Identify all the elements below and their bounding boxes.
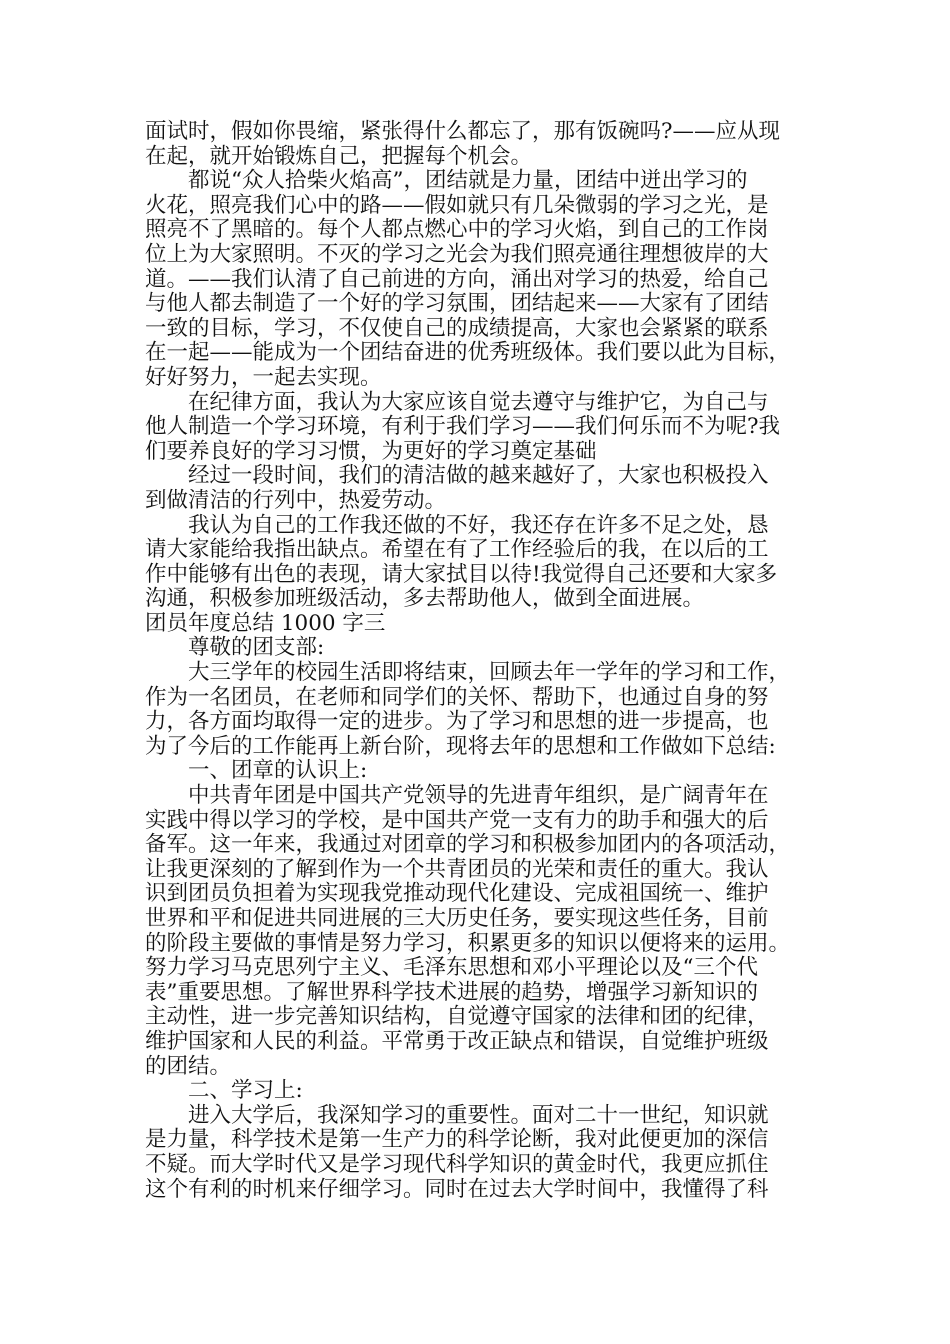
text-line: 为了今后的工作能再上新台阶，现将去年的思想和工作做如下总结:	[145, 733, 776, 759]
text-line: 进入大学后，我深知学习的重要性。面对二十一世纪，知识就	[188, 1102, 769, 1128]
text-line: 是力量，科学技术是第一生产力的科学论断，我对此便更加的深信	[145, 1127, 769, 1153]
text-line: 的团结。	[145, 1053, 232, 1079]
text-line: 请大家能给我指出缺点。希望在有了工作经验后的我，在以后的工	[145, 537, 769, 563]
document-body	[145, 120, 805, 1202]
text-line: 面试时，假如你畏缩，紧张得什么都忘了，那有饭碗吗?——应从现	[145, 119, 781, 144]
text-line: 实践中得以学习的学校，是中国共产党一支有力的助手和强大的后	[145, 807, 769, 833]
text-line: 团员年度总结 1000 字三	[145, 610, 386, 636]
text-line: 一致的目标，学习，不仅使自己的成绩提高，大家也会紧紧的联系	[145, 315, 769, 341]
text-line: 作中能够有出色的表现，请大家拭目以待!我觉得自己还要和大家多	[145, 561, 778, 587]
text-line: 主动性，进一步完善知识结构，自觉遵守国家的法律和团的纪律，	[145, 1004, 769, 1030]
text-line: 都说“众人拾柴火焰高”，团结就是力量，团结中迸出学习的	[188, 168, 748, 194]
text-line: 位上为大家照明。不灭的学习之光会为我们照亮通往理想彼岸的大	[145, 241, 769, 267]
text-line: 一、团章的认识上:	[188, 758, 368, 784]
text-line: 备军。这一年来，我通过对团章的学习和积极参加团内的各项活动，	[145, 832, 791, 858]
text-line: 在起，就开始锻炼自己，把握每个机会。	[145, 143, 533, 169]
text-line: 世界和平和促进共同进展的三大历史任务，要实现这些任务，目前	[145, 906, 769, 931]
text-line: 中共青年团是中国共产党领导的先进青年组织，是广阔青年在	[188, 783, 769, 809]
text-line: 他人制造一个学习环境，有利于我们学习——我们何乐而不为呢?我	[145, 414, 781, 440]
text-line: 在一起——能成为一个团结奋进的优秀班级体。我们要以此为目标，	[145, 340, 791, 366]
text-line: 作为一名团员，在老师和同学们的关怀、帮助下，也通过自身的努	[145, 684, 769, 710]
text-line: 沟通，积极参加班级活动，多去帮助他人，做到全面进展。	[145, 586, 705, 612]
text-line: 的阶段主要做的事情是努力学习，积累更多的知识以便将来的运用。	[145, 930, 791, 956]
text-line: 维护国家和人民的利益。平常勇于改正缺点和错误，自觉维护班级	[145, 1028, 769, 1054]
text-line: 照亮不了黑暗的。每个人都点燃心中的学习火焰，到自己的工作岗	[145, 217, 769, 243]
text-line: 尊敬的团支部:	[188, 635, 325, 661]
text-line: 道。——我们认清了自己前进的方向，涌出对学习的热爱，给自己	[145, 266, 769, 292]
text-line: 努力学习马克思列宁主义、毛泽东思想和邓小平理论以及“三个代	[145, 955, 758, 981]
text-line: 与他人都去制造了一个好的学习氛围，团结起来——大家有了团结	[145, 291, 769, 317]
text-line: 表”重要思想。了解世界科学技术进展的趋势，增强学习新知识的	[145, 979, 758, 1005]
text-line: 力，各方面均取得一定的进步。为了学习和思想的进一步提高，也	[145, 709, 769, 735]
text-line: 到做清洁的行列中，热爱劳动。	[145, 487, 447, 513]
text-line: 不疑。而大学时代又是学习现代科学知识的黄金时代，我更应抓住	[145, 1151, 769, 1177]
text-line: 在纪律方面，我认为大家应该自觉去遵守与维护它，为自己与	[188, 389, 769, 415]
text-line: 二、学习上:	[188, 1078, 303, 1104]
text-line: 好好努力，一起去实现。	[145, 364, 382, 390]
text-line: 火花，照亮我们心中的路——假如就只有几朵微弱的学习之光，是	[145, 192, 769, 218]
text-line: 识到团员负担着为实现我党推动现代化建设、完成祖国统一、维护	[145, 881, 769, 907]
text-line: 们要养良好的学习习惯，为更好的学习奠定基础	[145, 438, 597, 464]
text-line: 我认为自己的工作我还做的不好，我还存在许多不足之处，恳	[188, 512, 769, 538]
text-line: 让我更深刻的了解到作为一个共青团员的光荣和责任的重大。我认	[145, 856, 769, 882]
text-line: 经过一段时间，我们的清洁做的越来越好了，大家也积极投入	[188, 463, 769, 489]
text-line: 大三学年的校园生活即将结束，回顾去年一学年的学习和工作，	[188, 660, 791, 686]
text-line: 这个有利的时机来仔细学习。同时在过去大学时间中，我懂得了科	[145, 1176, 769, 1202]
